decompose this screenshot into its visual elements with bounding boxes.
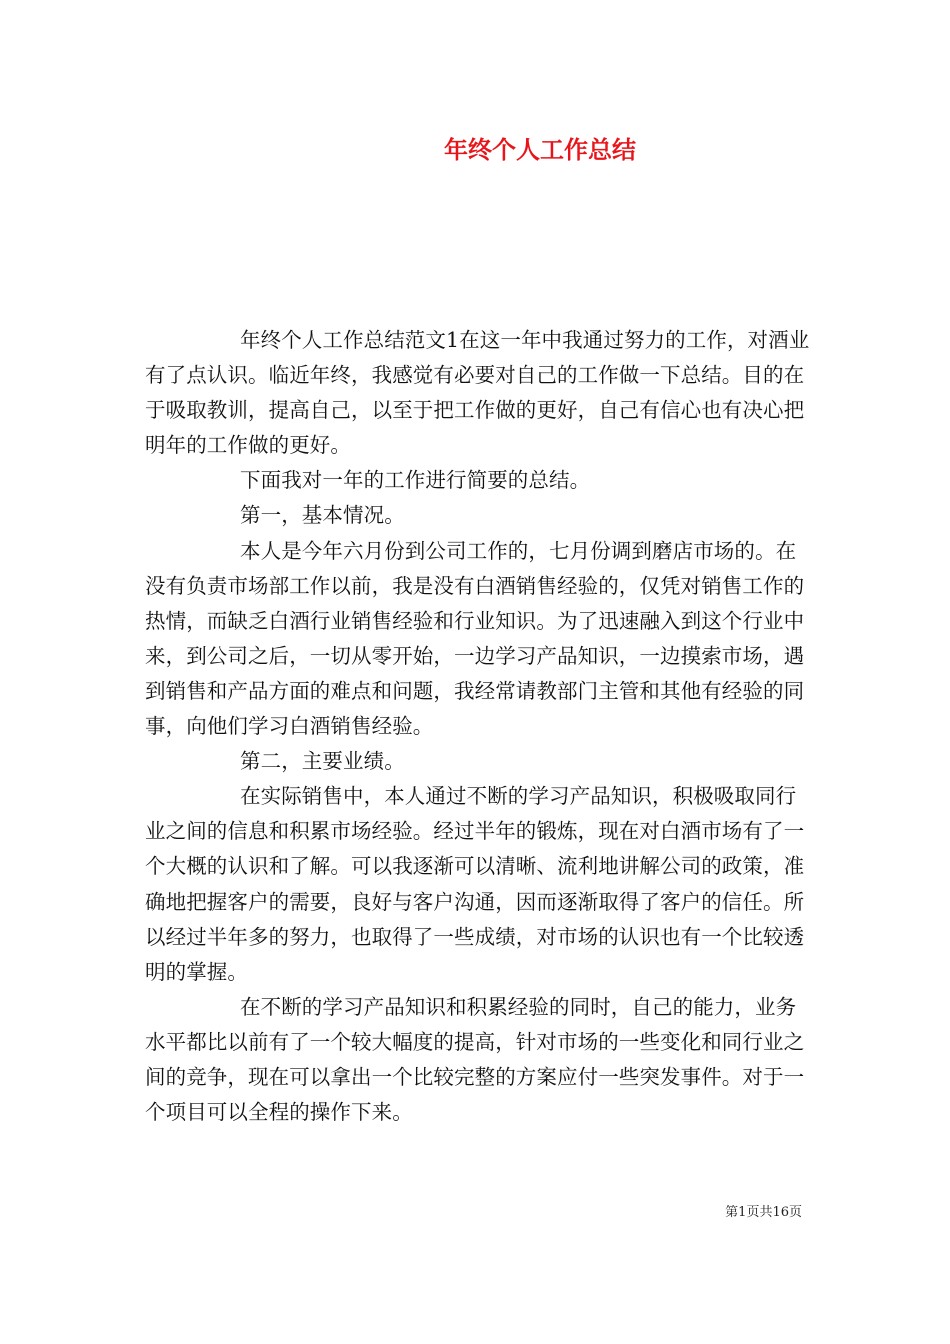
document-body	[145, 323, 815, 1130]
paragraph-intro: 年终个人工作总结范文1在这一年中我通过努力的工作，对酒业有了点认识。临近年终，我感觉有必要对自己的工作做一下总结。目的在于吸取教训，提高自己，以至于把工作做的更好，自己有信心也有决心把明年的工作做的更好。	[145, 328, 810, 458]
section-heading-basic: 第一，基本情况。	[240, 503, 405, 528]
paragraph-ability-growth: 在不断的学习产品知识和积累经验的同时，自己的能力，业务水平都比以前有了一个较大幅度的提高，针对市场的一些变化和同行业之间的竞争，现在可以拿出一个比较完整的方案应付一些突发事件。对于一个项目可以全程的操作下来。	[145, 994, 805, 1125]
page-number: 第1页共16页	[725, 1205, 802, 1220]
paragraph-basic-situation: 本人是今年六月份到公司工作的，七月份调到磨店市场的。在没有负责市场部工作以前，我是没有白酒销售经验的，仅凭对销售工作的热情，而缺乏白酒行业销售经验和行业知识。为了迅速融入到这个行业中来，到公司之后，一切从零开始，一边学习产品知识，一边摸索市场，遇到销售和产品方面的难点和问题，我经常请教部门主管和其他有经验的同事，向他们学习白酒销售经验。	[145, 538, 805, 739]
section-heading-achievements: 第二，主要业绩。	[240, 749, 405, 774]
document-title: 年终个人工作总结	[444, 136, 636, 164]
paragraph-sales-practice: 在实际销售中，本人通过不断的学习产品知识，积极吸取同行业之间的信息和积累市场经验。经过半年的锻炼，现在对白酒市场有了一个大概的认识和了解。可以我逐渐可以清晰、流利地讲解公司的政策，准确地把握客户的需要，良好与客户沟通，因而逐渐取得了客户的信任。所以经过半年多的努力，也取得了一些成绩，对市场的认识也有一个比较透明的掌握。	[145, 784, 805, 984]
paragraph-summary-lead: 下面我对一年的工作进行简要的总结。	[240, 468, 591, 493]
